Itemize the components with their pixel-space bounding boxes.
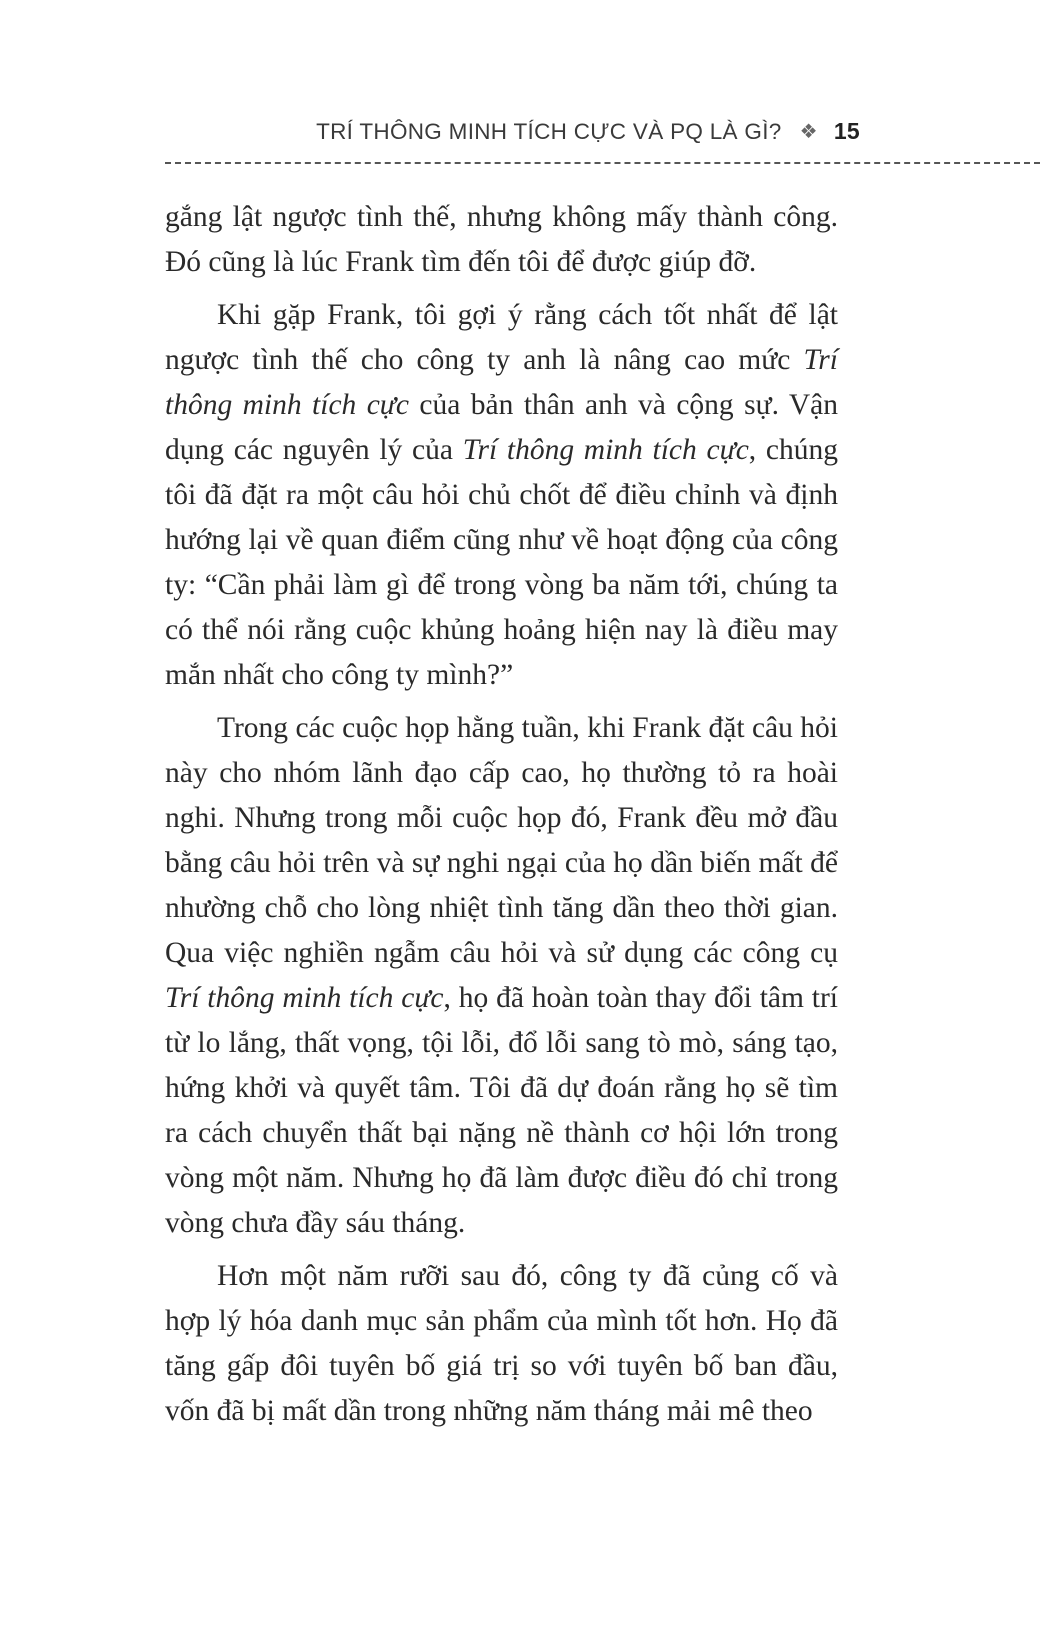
body-text — [165, 195, 838, 1442]
paragraph — [165, 1254, 838, 1434]
text-run: Hơn một năm rưỡi sau đó, công ty đã củng cố và hợp lý hóa danh mục sản phẩm của mình tốt hơn. Họ đã tăng gấp đôi tuyên bố giá trị so với tuyên bố ban đầu, vốn đã bị mất dần trong những năm tháng mải mê theo — [165, 1260, 838, 1427]
page-number: 15 — [833, 118, 860, 144]
diamond-ornament-icon: ❖ — [799, 121, 818, 143]
running-header — [316, 118, 860, 145]
italic-term: Trí thông minh tích cực — [165, 344, 838, 421]
paragraph — [165, 293, 838, 698]
italic-term: Trí thông minh tích cực — [165, 982, 444, 1014]
text-run: , họ đã hoàn toàn thay đổi tâm trí từ lo lắng, thất vọng, tội lỗi, đổ lỗi sang tò mò, sáng tạo, hứng khởi và quyết tâm. Tôi đã dự đoán rằng họ sẽ tìm ra cách chuyển thất bại nặng nề thành cơ hội lớn trong vòng một năm. Nhưng họ đã làm được điều đó chỉ trong vòng chưa đầy sáu tháng. — [165, 982, 838, 1239]
text-run: gắng lật ngược tình thế, nhưng không mấy thành công. Đó cũng là lúc Frank tìm đến tôi để được giúp đỡ. — [165, 201, 838, 278]
text-run: Khi gặp Frank, tôi gợi ý rằng cách tốt nhất để lật ngược tình thế cho công ty anh là nâng cao mức — [165, 299, 838, 376]
text-run: của bản thân anh và cộng sự. Vận dụng các nguyên lý của — [165, 389, 838, 466]
text-run: Trong các cuộc họp hằng tuần, khi Frank đặt câu hỏi này cho nhóm lãnh đạo cấp cao, họ thường tỏ ra hoài nghi. Nhưng trong mỗi cuộc họp đó, Frank đều mở đầu bằng câu hỏi trên và sự nghi ngại của họ dần biến mất để nhường chỗ cho lòng nhiệt tình tăng dần theo thời gian. Qua việc nghiền ngẫm câu hỏi và sử dụng các công cụ — [165, 712, 838, 969]
paragraph — [165, 706, 838, 1246]
italic-term: Trí thông minh tích cực — [462, 434, 749, 466]
dashed-divider — [165, 162, 1040, 164]
paragraph — [165, 195, 838, 285]
chapter-title: TRÍ THÔNG MINH TÍCH CỰC VÀ PQ LÀ GÌ? — [316, 118, 782, 144]
text-run: , chúng tôi đã đặt ra một câu hỏi chủ chốt để điều chỉnh và định hướng lại về quan điểm cũng như về hoạt động của công ty: “Cần phải làm gì để trong vòng ba năm tới, chúng ta có thể nói rằng cuộc khủng hoảng hiện nay là điều may mắn nhất cho công ty mình?” — [165, 434, 838, 691]
